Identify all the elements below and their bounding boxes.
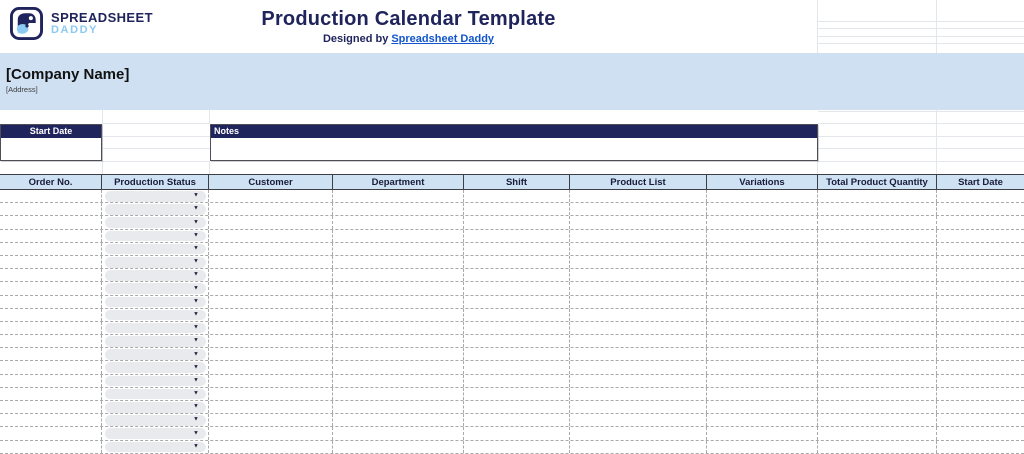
table-cell[interactable] xyxy=(707,388,818,400)
table-cell[interactable] xyxy=(0,256,102,268)
table-cell[interactable] xyxy=(570,282,707,294)
company-name: [Company Name] xyxy=(6,66,130,83)
table-cell[interactable] xyxy=(209,361,333,373)
column-header-department: Department xyxy=(333,175,464,189)
table-cell[interactable] xyxy=(818,230,937,242)
production-status-cell[interactable] xyxy=(102,230,209,242)
table-cell[interactable] xyxy=(464,388,570,400)
chevron-down-icon: ▼ xyxy=(193,298,199,305)
table-cell[interactable] xyxy=(707,441,818,453)
production-status-dropdown[interactable] xyxy=(105,415,206,426)
table-cell[interactable] xyxy=(209,256,333,268)
table-cell[interactable] xyxy=(0,309,102,321)
table-cell[interactable] xyxy=(464,414,570,426)
table-cell[interactable] xyxy=(209,322,333,334)
table-cell[interactable] xyxy=(333,282,464,294)
production-status-dropdown[interactable] xyxy=(105,376,206,387)
table-cell[interactable] xyxy=(570,190,707,202)
gridline xyxy=(818,136,1024,137)
table-cell[interactable] xyxy=(209,335,333,347)
column-header-product-list: Product List xyxy=(570,175,707,189)
table-cell[interactable] xyxy=(570,441,707,453)
table-cell[interactable] xyxy=(937,230,1024,242)
table-cell[interactable] xyxy=(707,309,818,321)
table-cell[interactable] xyxy=(333,361,464,373)
production-status-cell[interactable] xyxy=(102,203,209,215)
table-row xyxy=(0,348,1024,361)
table-cell[interactable] xyxy=(707,190,818,202)
production-status-cell[interactable] xyxy=(102,296,209,308)
table-cell[interactable] xyxy=(464,375,570,387)
production-status-dropdown[interactable] xyxy=(105,191,206,202)
production-status-cell[interactable] xyxy=(102,348,209,360)
table-cell[interactable] xyxy=(333,348,464,360)
table-cell[interactable] xyxy=(464,269,570,281)
notes-panel xyxy=(210,124,818,161)
gridline xyxy=(817,36,1024,37)
table-cell[interactable] xyxy=(464,190,570,202)
table-cell[interactable] xyxy=(570,256,707,268)
table-cell[interactable] xyxy=(464,256,570,268)
table-cell[interactable] xyxy=(333,269,464,281)
table-cell[interactable] xyxy=(464,322,570,334)
table-cell[interactable] xyxy=(464,361,570,373)
production-status-dropdown[interactable] xyxy=(105,349,206,360)
table-cell[interactable] xyxy=(570,296,707,308)
production-status-dropdown[interactable] xyxy=(105,402,206,413)
start-date-panel xyxy=(0,124,102,161)
gridline xyxy=(817,21,1024,22)
table-cell[interactable] xyxy=(937,296,1024,308)
table-cell[interactable] xyxy=(818,256,937,268)
table-cell[interactable] xyxy=(570,348,707,360)
table-cell[interactable] xyxy=(333,216,464,228)
table-cell[interactable] xyxy=(0,269,102,281)
table-cell[interactable] xyxy=(209,348,333,360)
table-cell[interactable] xyxy=(818,388,937,400)
table-cell[interactable] xyxy=(209,388,333,400)
table-cell[interactable] xyxy=(464,335,570,347)
table-cell[interactable] xyxy=(0,348,102,360)
production-status-cell[interactable] xyxy=(102,441,209,453)
table-cell[interactable] xyxy=(570,322,707,334)
production-status-dropdown[interactable] xyxy=(105,442,206,453)
start-date-input-cell[interactable] xyxy=(1,138,101,160)
table-cell[interactable] xyxy=(707,335,818,347)
table-cell[interactable] xyxy=(209,309,333,321)
table-cell[interactable] xyxy=(333,388,464,400)
production-status-dropdown[interactable] xyxy=(105,323,206,334)
table-cell[interactable] xyxy=(209,441,333,453)
production-status-cell[interactable] xyxy=(102,256,209,268)
table-cell[interactable] xyxy=(937,348,1024,360)
production-status-dropdown[interactable] xyxy=(105,204,206,215)
column-header-production-status: Production Status xyxy=(102,175,209,189)
table-row xyxy=(0,269,1024,282)
table-cell[interactable] xyxy=(937,414,1024,426)
table-cell[interactable] xyxy=(0,375,102,387)
chevron-down-icon: ▼ xyxy=(193,377,199,384)
table-cell[interactable] xyxy=(707,414,818,426)
table-cell[interactable] xyxy=(464,427,570,439)
table-cell[interactable] xyxy=(464,216,570,228)
chevron-down-icon: ▼ xyxy=(193,258,199,265)
production-status-dropdown[interactable] xyxy=(105,428,206,439)
table-row xyxy=(0,401,1024,414)
gridline xyxy=(818,111,1024,112)
production-status-dropdown[interactable] xyxy=(105,310,206,321)
table-cell[interactable] xyxy=(0,322,102,334)
table-cell[interactable] xyxy=(707,256,818,268)
notes-input-cell[interactable] xyxy=(211,138,817,160)
company-address: [Address] xyxy=(6,85,38,94)
table-cell[interactable] xyxy=(570,414,707,426)
gridline xyxy=(102,110,103,174)
table-cell[interactable] xyxy=(570,388,707,400)
gridline xyxy=(102,123,210,124)
table-cell[interactable] xyxy=(209,190,333,202)
designed-by-text: Designed by xyxy=(322,33,389,45)
table-cell[interactable] xyxy=(333,203,464,215)
table-cell[interactable] xyxy=(937,322,1024,334)
table-row xyxy=(0,282,1024,295)
spreadsheet-daddy-link[interactable]: Spreadsheet Daddy xyxy=(391,33,495,45)
table-cell[interactable] xyxy=(333,414,464,426)
chevron-down-icon: ▼ xyxy=(193,417,199,424)
table-cell[interactable] xyxy=(818,269,937,281)
table-cell[interactable] xyxy=(333,441,464,453)
notes-header: Notes xyxy=(211,125,817,138)
table-cell[interactable] xyxy=(209,203,333,215)
table-cell[interactable] xyxy=(570,401,707,413)
table-cell[interactable] xyxy=(0,230,102,242)
table-header-row xyxy=(0,174,1024,190)
table-row xyxy=(0,322,1024,335)
table-cell[interactable] xyxy=(570,216,707,228)
table-cell[interactable] xyxy=(209,296,333,308)
table-cell[interactable] xyxy=(818,322,937,334)
table-cell[interactable] xyxy=(937,427,1024,439)
table-cell[interactable] xyxy=(818,441,937,453)
gridline xyxy=(817,161,818,174)
table-cell[interactable] xyxy=(818,401,937,413)
table-cell[interactable] xyxy=(0,190,102,202)
table-cell[interactable] xyxy=(333,243,464,255)
table-cell[interactable] xyxy=(0,401,102,413)
table-cell[interactable] xyxy=(937,388,1024,400)
table-cell[interactable] xyxy=(464,401,570,413)
table-cell[interactable] xyxy=(818,296,937,308)
table-cell[interactable] xyxy=(570,203,707,215)
table-cell[interactable] xyxy=(937,375,1024,387)
table-cell[interactable] xyxy=(0,441,102,453)
production-status-cell[interactable] xyxy=(102,309,209,321)
table-cell[interactable] xyxy=(333,401,464,413)
production-status-dropdown[interactable] xyxy=(105,283,206,294)
table-cell[interactable] xyxy=(818,203,937,215)
table-cell[interactable] xyxy=(464,230,570,242)
table-cell[interactable] xyxy=(464,243,570,255)
gridline xyxy=(209,161,210,174)
production-status-dropdown[interactable] xyxy=(105,270,206,281)
chevron-down-icon: ▼ xyxy=(193,271,199,278)
start-date-header: Start Date xyxy=(1,125,101,138)
table-cell[interactable] xyxy=(209,230,333,242)
table-cell[interactable] xyxy=(209,282,333,294)
table-cell[interactable] xyxy=(570,309,707,321)
chevron-down-icon: ▼ xyxy=(193,403,199,410)
page-title: Production Calendar Template xyxy=(261,8,556,30)
chevron-down-icon: ▼ xyxy=(193,390,199,397)
chevron-down-icon: ▼ xyxy=(193,430,199,437)
production-status-cell[interactable] xyxy=(102,401,209,413)
table-cell[interactable] xyxy=(333,190,464,202)
table-cell[interactable] xyxy=(209,414,333,426)
production-table xyxy=(0,174,1024,454)
chevron-down-icon: ▼ xyxy=(193,311,199,318)
production-status-cell[interactable] xyxy=(102,361,209,373)
production-status-cell[interactable] xyxy=(102,269,209,281)
table-cell[interactable] xyxy=(0,243,102,255)
brand-name-bottom: DADDY xyxy=(51,23,99,36)
gridline xyxy=(817,43,1024,44)
chevron-down-icon: ▼ xyxy=(193,219,199,226)
table-cell[interactable] xyxy=(464,282,570,294)
table-cell[interactable] xyxy=(464,348,570,360)
table-cell[interactable] xyxy=(707,296,818,308)
table-cell[interactable] xyxy=(209,269,333,281)
production-status-cell[interactable] xyxy=(102,243,209,255)
table-cell[interactable] xyxy=(707,348,818,360)
table-cell[interactable] xyxy=(818,282,937,294)
company-banner xyxy=(0,53,1024,110)
table-cell[interactable] xyxy=(818,348,937,360)
chevron-down-icon: ▼ xyxy=(193,192,199,199)
production-status-cell[interactable] xyxy=(102,375,209,387)
table-row xyxy=(0,335,1024,348)
table-cell[interactable] xyxy=(570,335,707,347)
table-row xyxy=(0,375,1024,388)
table-cell[interactable] xyxy=(0,296,102,308)
production-status-dropdown[interactable] xyxy=(105,389,206,400)
table-cell[interactable] xyxy=(937,441,1024,453)
chevron-down-icon: ▼ xyxy=(193,206,199,213)
table-cell[interactable] xyxy=(937,361,1024,373)
table-row xyxy=(0,309,1024,322)
table-cell[interactable] xyxy=(818,375,937,387)
table-cell[interactable] xyxy=(464,441,570,453)
table-cell[interactable] xyxy=(937,243,1024,255)
chevron-down-icon: ▼ xyxy=(193,285,199,292)
table-cell[interactable] xyxy=(937,335,1024,347)
gridline xyxy=(818,148,1024,149)
production-status-dropdown[interactable] xyxy=(105,257,206,268)
table-cell[interactable] xyxy=(937,269,1024,281)
table-cell[interactable] xyxy=(818,414,937,426)
table-cell[interactable] xyxy=(937,256,1024,268)
table-cell[interactable] xyxy=(464,296,570,308)
production-status-cell[interactable] xyxy=(102,427,209,439)
table-cell[interactable] xyxy=(707,427,818,439)
table-cell[interactable] xyxy=(818,427,937,439)
gridline xyxy=(102,148,210,149)
chevron-down-icon: ▼ xyxy=(193,351,199,358)
table-cell[interactable] xyxy=(333,322,464,334)
table-cell[interactable] xyxy=(707,230,818,242)
column-header-customer: Customer xyxy=(209,175,333,189)
production-status-dropdown[interactable] xyxy=(105,336,206,347)
table-cell[interactable] xyxy=(0,203,102,215)
table-cell[interactable] xyxy=(0,216,102,228)
table-cell[interactable] xyxy=(464,203,570,215)
gridline xyxy=(817,0,818,53)
table-cell[interactable] xyxy=(707,203,818,215)
gridline xyxy=(102,161,210,162)
column-header-variations: Variations xyxy=(707,175,818,189)
table-cell[interactable] xyxy=(333,296,464,308)
table-cell[interactable] xyxy=(0,427,102,439)
table-cell[interactable] xyxy=(209,243,333,255)
table-cell[interactable] xyxy=(707,282,818,294)
chevron-down-icon: ▼ xyxy=(193,232,199,239)
production-status-cell[interactable] xyxy=(102,282,209,294)
table-row xyxy=(0,441,1024,454)
table-row xyxy=(0,216,1024,229)
table-cell[interactable] xyxy=(0,388,102,400)
table-cell[interactable] xyxy=(209,401,333,413)
table-cell[interactable] xyxy=(570,243,707,255)
table-cell[interactable] xyxy=(818,243,937,255)
gridline xyxy=(209,110,210,124)
table-cell[interactable] xyxy=(937,190,1024,202)
table-cell[interactable] xyxy=(937,282,1024,294)
chevron-down-icon: ▼ xyxy=(193,245,199,252)
table-cell[interactable] xyxy=(707,375,818,387)
column-header-order-no-: Order No. xyxy=(0,175,102,189)
table-cell[interactable] xyxy=(707,401,818,413)
table-row xyxy=(0,296,1024,309)
gridline xyxy=(936,0,937,53)
gridline xyxy=(817,28,1024,29)
table-cell[interactable] xyxy=(707,361,818,373)
table-row xyxy=(0,190,1024,203)
table-cell[interactable] xyxy=(937,401,1024,413)
production-status-dropdown[interactable] xyxy=(105,362,206,373)
table-cell[interactable] xyxy=(209,375,333,387)
table-cell[interactable] xyxy=(937,216,1024,228)
production-status-cell[interactable] xyxy=(102,414,209,426)
table-row xyxy=(0,414,1024,427)
table-cell[interactable] xyxy=(333,309,464,321)
table-cell[interactable] xyxy=(0,414,102,426)
title-block xyxy=(0,8,817,45)
table-cell[interactable] xyxy=(707,322,818,334)
chevron-down-icon: ▼ xyxy=(193,364,199,371)
table-row xyxy=(0,256,1024,269)
production-status-cell[interactable] xyxy=(102,335,209,347)
table-cell[interactable] xyxy=(818,309,937,321)
table-cell[interactable] xyxy=(464,309,570,321)
table-body xyxy=(0,190,1024,454)
table-cell[interactable] xyxy=(707,243,818,255)
table-cell[interactable] xyxy=(818,190,937,202)
table-cell[interactable] xyxy=(818,216,937,228)
production-status-dropdown[interactable] xyxy=(105,244,206,255)
table-cell[interactable] xyxy=(818,335,937,347)
chevron-down-icon: ▼ xyxy=(193,443,199,450)
table-row xyxy=(0,361,1024,374)
production-status-cell[interactable] xyxy=(102,216,209,228)
table-cell[interactable] xyxy=(570,269,707,281)
gridline xyxy=(818,161,1024,162)
production-status-dropdown[interactable] xyxy=(105,297,206,308)
table-cell[interactable] xyxy=(333,427,464,439)
table-cell[interactable] xyxy=(333,230,464,242)
subtitle xyxy=(0,33,817,45)
table-cell[interactable] xyxy=(209,216,333,228)
table-row xyxy=(0,427,1024,440)
brand-name-top: SPREADSHEET xyxy=(51,9,153,25)
table-cell[interactable] xyxy=(707,216,818,228)
table-cell[interactable] xyxy=(333,375,464,387)
table-cell[interactable] xyxy=(707,269,818,281)
chevron-down-icon: ▼ xyxy=(193,337,199,344)
production-status-dropdown[interactable] xyxy=(105,217,206,228)
table-cell[interactable] xyxy=(570,230,707,242)
table-cell[interactable] xyxy=(333,335,464,347)
column-header-shift: Shift xyxy=(464,175,570,189)
table-cell[interactable] xyxy=(209,427,333,439)
table-cell[interactable] xyxy=(570,427,707,439)
gridline xyxy=(936,110,937,174)
production-status-cell[interactable] xyxy=(102,190,209,202)
chevron-down-icon: ▼ xyxy=(193,324,199,331)
table-row xyxy=(0,388,1024,401)
table-row xyxy=(0,230,1024,243)
table-cell[interactable] xyxy=(0,361,102,373)
table-cell[interactable] xyxy=(0,335,102,347)
table-cell[interactable] xyxy=(937,309,1024,321)
gridline xyxy=(102,136,210,137)
table-cell[interactable] xyxy=(333,256,464,268)
production-status-dropdown[interactable] xyxy=(105,231,206,242)
production-status-cell[interactable] xyxy=(102,388,209,400)
column-header-total-product-quantity: Total Product Quantity xyxy=(818,175,937,189)
table-row xyxy=(0,243,1024,256)
table-cell[interactable] xyxy=(0,282,102,294)
table-cell[interactable] xyxy=(570,361,707,373)
production-status-cell[interactable] xyxy=(102,322,209,334)
table-cell[interactable] xyxy=(818,361,937,373)
table-cell[interactable] xyxy=(937,203,1024,215)
table-row xyxy=(0,203,1024,216)
gridline xyxy=(818,123,1024,124)
column-header-start-date: Start Date xyxy=(958,176,1003,188)
table-cell[interactable] xyxy=(570,375,707,387)
